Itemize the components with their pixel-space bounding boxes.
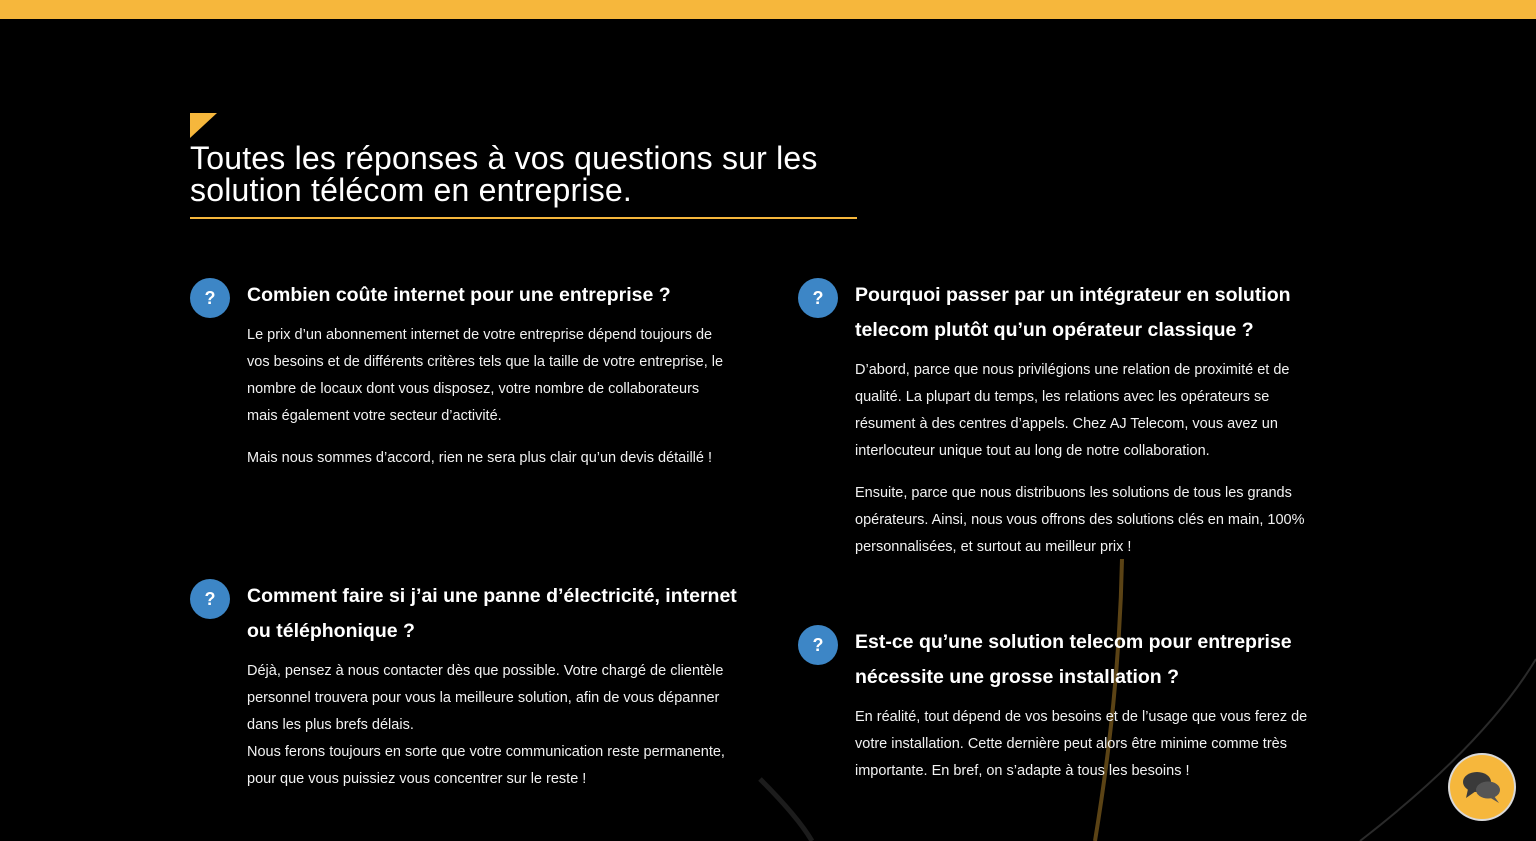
faq-answer xyxy=(855,357,1325,576)
faq-item xyxy=(798,625,1338,805)
heading-corner-mark xyxy=(190,113,217,138)
chat-widget-button[interactable] xyxy=(1450,755,1514,819)
faq-answer-paragraph: En réalité, tout dépend de vos besoins et de l’usage que vous ferez de votre installation. Cette dernière peut alors être minime comme très importante. En bref, on s’adapte à tous les besoins ! xyxy=(855,709,1308,779)
faq-question: Est-ce qu’une solution telecom pour entreprise nécessite une grosse installation ? xyxy=(855,631,1292,688)
top-accent-bar xyxy=(0,0,1536,19)
faq-question: Combien coûte internet pour une entreprise ? xyxy=(247,284,671,306)
faq-item xyxy=(190,579,750,809)
title-underline xyxy=(190,217,857,219)
faq-answer xyxy=(855,704,1315,800)
section-title: Toutes les réponses à vos questions sur les solution télécom en entreprise. xyxy=(190,140,818,208)
question-icon: ? xyxy=(190,278,230,318)
faq-answer-paragraph: D’abord, parce que nous privilégions une relation de proximité et de qualité. La plupart du temps, les relations avec les opérateurs se résument à des centres d’appels. Chez AJ Telecom, vous avez un interlocuteur unique tout au long de notre collaboration. xyxy=(855,362,1290,459)
faq-answer xyxy=(247,658,737,793)
faq-answer xyxy=(247,322,732,487)
faq-item xyxy=(190,278,750,478)
chat-bubbles-icon xyxy=(1462,769,1502,805)
question-icon: ? xyxy=(190,579,230,619)
faq-answer-paragraph: Mais nous sommes d’accord, rien ne sera plus clair qu’un devis détaillé ! xyxy=(247,450,713,466)
question-icon: ? xyxy=(798,625,838,665)
faq-question: Pourquoi passer par un intégrateur en solution telecom plutôt qu’un opérateur classique ? xyxy=(855,284,1291,341)
faq-answer-paragraph: Déjà, pensez à nous contacter dès que possible. Votre chargé de clientèle personnel trouvera pour vous la meilleure solution, afin de vous dépanner dans les plus brefs délais. xyxy=(247,663,724,733)
faq-answer-paragraph: Nous ferons toujours en sorte que votre communication reste permanente, pour que vous puissiez vous concentrer sur le reste ! xyxy=(247,744,725,787)
faq-answer-paragraph: Le prix d’un abonnement internet de votre entreprise dépend toujours de vos besoins et de différents critères tels que la taille de votre entreprise, le nombre de locaux dont vous disposez, votre nombre de collaborateurs mais également votre secteur d’activité. xyxy=(247,327,724,424)
faq-question: Comment faire si j’ai une panne d’électricité, internet ou téléphonique ? xyxy=(247,585,737,642)
faq-answer-paragraph: Ensuite, parce que nous distribuons les solutions de tous les grands opérateurs. Ainsi, nous vous offrons des solutions clés en main, 100% personnalisées, et surtout au meilleur prix ! xyxy=(855,485,1305,555)
faq-item xyxy=(798,278,1338,568)
question-icon: ? xyxy=(798,278,838,318)
